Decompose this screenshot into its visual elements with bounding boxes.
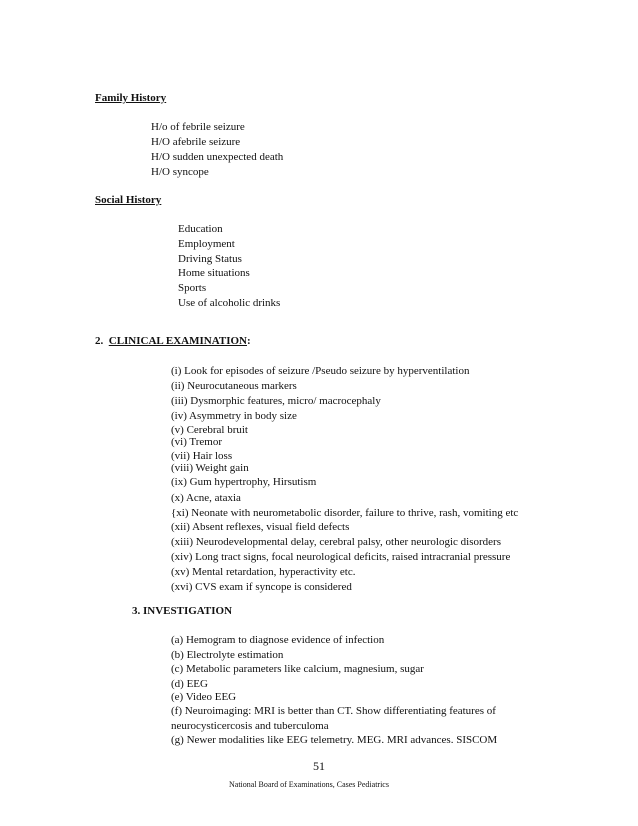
investigation-item: (g) Newer modalities like EEG telemetry. MEG. MRI advances. SISCOM bbox=[171, 734, 498, 746]
investigation-item: (b) Electrolyte estimation bbox=[171, 649, 284, 661]
clinical-examination-item: (x) Acne, ataxia bbox=[171, 492, 241, 504]
clinical-examination-item: (vii) Hair loss bbox=[171, 450, 233, 462]
investigation-item: (d) EEG bbox=[171, 678, 208, 690]
investigation-item: (e) Video EEG bbox=[171, 691, 237, 703]
clinical-examination-item: (v) Cerebral bruit bbox=[171, 424, 248, 436]
section-number: 2. bbox=[95, 335, 104, 347]
investigation-item: neurocysticercosis and tuberculoma bbox=[171, 720, 329, 732]
clinical-examination-item: (ii) Neurocutaneous markers bbox=[171, 380, 297, 392]
family-history-item: H/O afebrile seizure bbox=[151, 136, 241, 148]
social-history-heading: Social History bbox=[95, 194, 162, 206]
clinical-examination-item: (viii) Weight gain bbox=[171, 462, 249, 474]
clinical-examination-item: (i) Look for episodes of seizure /Pseudo seizure by hyperventilation bbox=[171, 365, 470, 377]
clinical-examination-item: (xiii) Neurodevelopmental delay, cerebral palsy, other neurologic disorders bbox=[171, 536, 501, 548]
investigation-item: (c) Metabolic parameters like calcium, magnesium, sugar bbox=[171, 663, 424, 675]
section-title: INVESTIGATION bbox=[143, 605, 233, 617]
social-history-item: Use of alcoholic drinks bbox=[178, 297, 281, 309]
clinical-examination-item: (iv) Asymmetry in body size bbox=[171, 410, 297, 422]
social-history-item: Education bbox=[178, 223, 223, 235]
investigation-item: (a) Hemogram to diagnose evidence of infection bbox=[171, 634, 385, 646]
page-footer: National Board of Examinations, Cases Pediatrics bbox=[229, 780, 389, 789]
investigation-heading bbox=[132, 604, 232, 618]
clinical-examination-item: (xvi) CVS exam if syncope is considered bbox=[171, 581, 352, 593]
social-history-item: Sports bbox=[178, 282, 207, 294]
clinical-examination-item: (ix) Gum hypertrophy, Hirsutism bbox=[171, 476, 317, 488]
clinical-examination-item: (vi) Tremor bbox=[171, 436, 223, 448]
family-history-heading: Family History bbox=[95, 92, 167, 104]
social-history-item: Employment bbox=[178, 238, 235, 250]
social-history-item: Driving Status bbox=[178, 253, 242, 265]
clinical-examination-item: (xiv) Long tract signs, focal neurological deficits, raised intracranial pressure bbox=[171, 551, 511, 563]
page-number: 51 bbox=[313, 759, 325, 773]
family-history-item: H/o of febrile seizure bbox=[151, 121, 245, 133]
section-title: CLINICAL EXAMINATION bbox=[108, 335, 247, 347]
clinical-examination-item: (xv) Mental retardation, hyperactivity etc. bbox=[171, 566, 356, 578]
social-history-item: Home situations bbox=[178, 267, 250, 279]
investigation-item: (f) Neuroimaging: MRI is better than CT. Show differentiating features of bbox=[171, 705, 496, 717]
clinical-examination-item: {xi) Neonate with neurometabolic disorder, failure to thrive, rash, vomiting etc bbox=[171, 507, 519, 519]
section-suffix: : bbox=[246, 335, 251, 347]
clinical-examination-item: (xii) Absent reflexes, visual field defects bbox=[171, 521, 350, 533]
clinical-examination-item: (iii) Dysmorphic features, micro/ macrocephaly bbox=[171, 395, 381, 407]
family-history-item: H/O sudden unexpected death bbox=[151, 151, 284, 163]
section-number: 3. bbox=[132, 605, 141, 617]
family-history-item: H/O syncope bbox=[151, 166, 209, 178]
clinical-examination-heading bbox=[95, 334, 251, 348]
